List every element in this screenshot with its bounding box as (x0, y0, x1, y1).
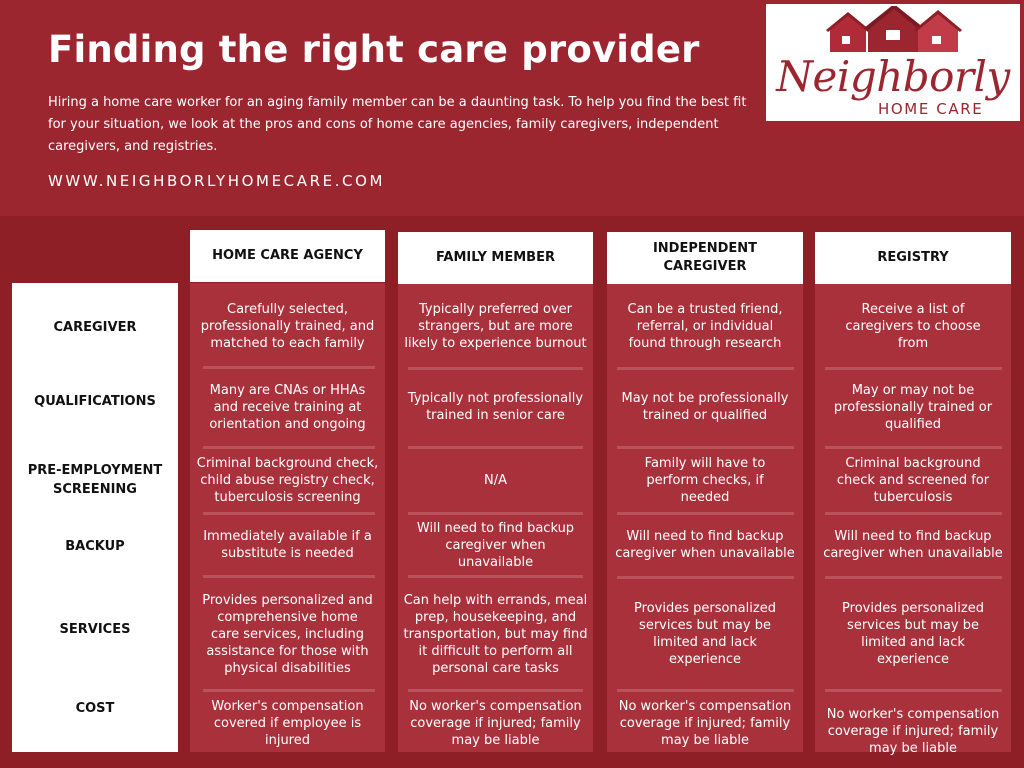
row-label-pre-employment-screening: PRE-EMPLOYMENT SCREENING (27, 463, 163, 497)
cell-screening-registry: Criminal background check and screened for tuberculosis (836, 455, 990, 505)
cell-caregiver-agency: Carefully selected, professionally trained, and matched to each family (200, 301, 375, 351)
cell-qualifications-agency: Many are CNAs or HHAs and receive training at orientation and ongoing (209, 382, 366, 432)
cell-screening-family: N/A (484, 472, 507, 488)
row-label-cost: COST (75, 701, 115, 716)
cell-backup-family: Will need to find backup caregiver when unavailable (416, 520, 575, 570)
row-label-caregiver: CAREGIVER (53, 320, 137, 335)
neighborly-logo (766, 4, 1020, 121)
row-separator (408, 575, 583, 578)
row-separator (203, 689, 375, 692)
logo-subtitle: HOME CARE (878, 100, 984, 118)
row-separator (408, 446, 583, 449)
cell-screening-independent: Family will have to perform checks, if needed (644, 455, 766, 505)
column-header-independent-caregiver: INDEPENDENT CAREGIVER (607, 232, 803, 284)
row-separator (825, 576, 1002, 579)
row-separator (617, 446, 794, 449)
cell-qualifications-registry: May or may not be professionally trained or qualified (833, 382, 993, 432)
cell-services-agency: Provides personalized and comprehensive home care services, including assistance for those with physical disabilities (202, 592, 373, 676)
cell-cost-agency: Worker's compensation covered if employee is injured (211, 698, 364, 748)
header (0, 0, 1024, 216)
row-separator (617, 689, 794, 692)
row-separator (203, 366, 375, 369)
row-separator (408, 689, 583, 692)
website-url[interactable]: WWW.NEIGHBORLYHOMECARE.COM (48, 172, 386, 190)
cell-services-independent: Provides personalized services but may be limited and lack experience (634, 601, 776, 667)
cell-cost-family: No worker's compensation coverage if injured; family may be liable (409, 698, 582, 748)
cell-backup-registry: Will need to find backup caregiver when unavailable (823, 529, 1003, 561)
cell-caregiver-registry: Receive a list of caregivers to choose from (845, 301, 981, 351)
logo-wordmark: Neighborly (776, 52, 1010, 101)
row-separator (203, 575, 375, 578)
cell-caregiver-family: Typically preferred over strangers, but are more likely to experience burnout (404, 301, 587, 351)
intro-paragraph: Hiring a home care worker for an aging family member can be a daunting task. To help you find the best fit for your situation, we look at the pros and cons of home care agencies, family caregivers, independent caregivers, and registries. (48, 95, 747, 154)
row-separator (203, 446, 375, 449)
cell-cost-independent: No worker's compensation coverage if injured; family may be liable (618, 698, 792, 748)
column-header-home-care-agency: HOME CARE AGENCY (190, 230, 385, 282)
row-separator (617, 512, 794, 515)
row-separator (825, 689, 1002, 692)
row-label-qualifications: QUALIFICATIONS (34, 394, 156, 409)
row-label-backup: BACKUP (65, 539, 125, 554)
cell-caregiver-independent: Can be a trusted friend, referral, or individual found through research (627, 301, 783, 351)
row-separator (825, 512, 1002, 515)
cell-services-family: Can help with errands, meal prep, housekeeping, and transportation, but may find it difficult to perform all personal care tasks (403, 592, 588, 676)
houses-icon (824, 6, 964, 56)
row-separator (825, 446, 1002, 449)
column-header-registry: REGISTRY (815, 232, 1011, 284)
row-label-services: SERVICES (59, 622, 131, 637)
row-separator (617, 576, 794, 579)
page-title: Finding the right care provider (48, 28, 700, 71)
cell-qualifications-independent: May not be professionally trained or qualified (621, 391, 789, 423)
cell-cost-registry: No worker's compensation coverage if injured; family may be liable (826, 706, 1000, 756)
cell-services-registry: Provides personalized services but may be limited and lack experience (842, 601, 984, 667)
cell-backup-independent: Will need to find backup caregiver when unavailable (615, 529, 795, 561)
cell-qualifications-family: Typically not professionally trained in senior care (407, 391, 584, 423)
cell-screening-agency: Criminal background check, child abuse registry check, tuberculosis screening (196, 455, 379, 505)
row-labels-panel (12, 283, 178, 752)
row-separator (408, 512, 583, 515)
row-separator (203, 512, 375, 515)
cell-backup-agency: Immediately available if a substitute is needed (203, 529, 372, 561)
column-header-family-member: FAMILY MEMBER (398, 232, 593, 284)
